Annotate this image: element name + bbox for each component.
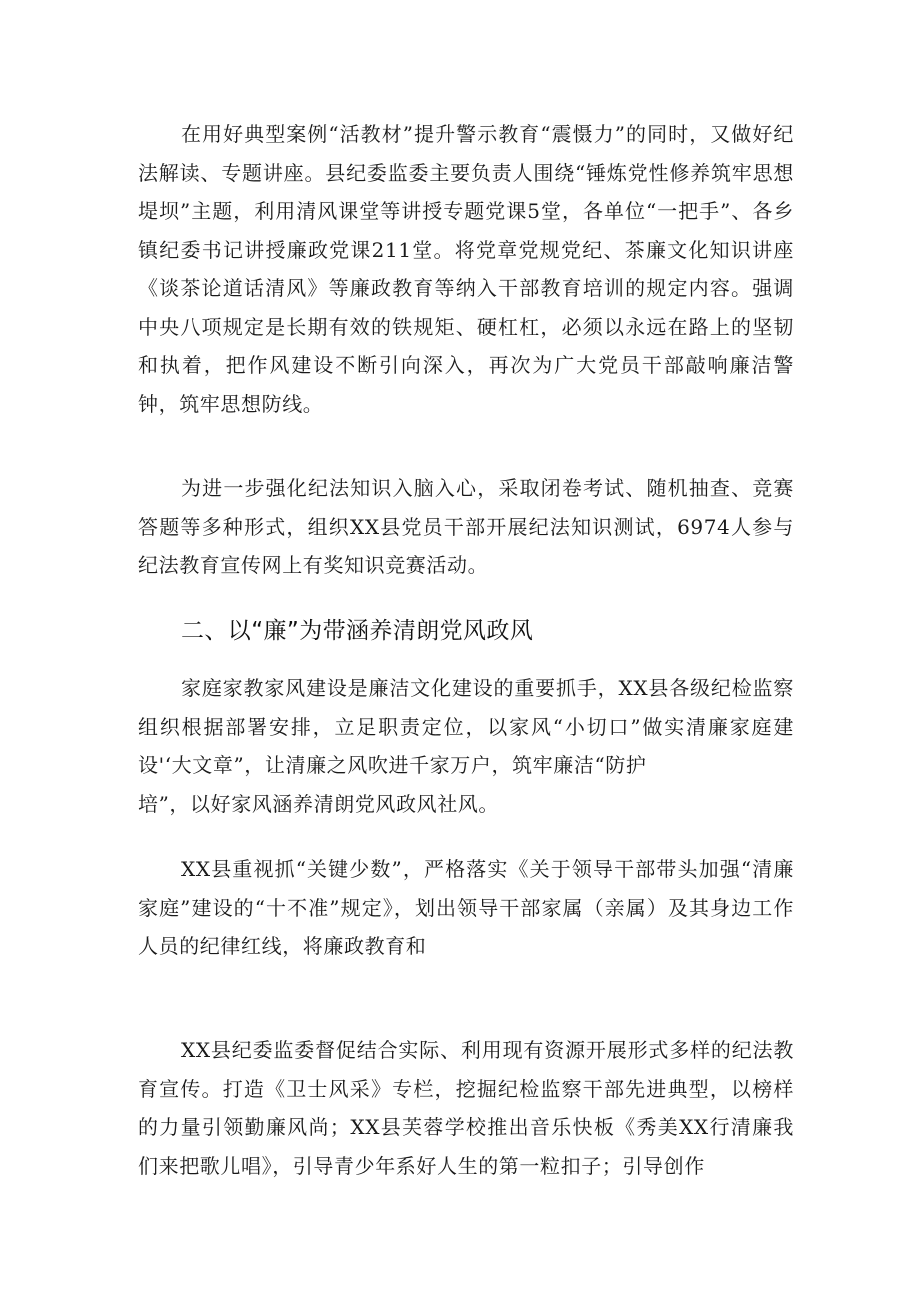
paragraph-key-minority: XX县重视抓“关键少数”，严格落实《关于领导干部带头加强“清廉家庭”建设的“十不准”规定》，划出领导干部家属（亲属）及其身边工作人员的纪律红线，将廉政教育和 bbox=[138, 857, 794, 958]
paragraph-knowledge-test: 为进一步强化纪法知识入脑入心，采取闭卷考试、随机抽查、竞赛答题等多种形式，组织XX县党员干部开展纪法知识测试，6974人参与纪法教育宣传网上有奖知识竞赛活动。 bbox=[138, 476, 794, 577]
paragraph-family-culture: 家庭家教家风建设是廉洁文化建设的重要抓手，XX县各级纪检监察组织根据部署安排，立足职责定位，以家风“小切口”做实清廉家庭建设'‘大文章”，让清廉之风吹进千家万户，筑牢廉洁“防护 培”，以好家风涵养清朗党风政风社风。 bbox=[138, 676, 794, 816]
paragraph-warning-education: 在用好典型案例“活教材”提升警示教育“震慑力”的同时，又做好纪法解读、专题讲座。县纪委监委主要负责人围绕“锤炼党性修养筑牢思想堤坝”主题，利用清风课堂等讲授专题党课5堂，各单位“一把手”、各乡镇纪委书记讲授廉政党课211堂。将党章党规党纪、茶廉文化知识讲座《谈茶论道话清风》等廉政教育等纳入干部教育培训的规定内容。强调中央八项规定是长期有效的铁规矩、硬杠杠，必须以永远在路上的坚韧和执着，把作风建设不断引向深入，再次为广大党员干部敲响廉洁警钟，筑牢思想防线。 bbox=[138, 122, 794, 416]
section-heading: 二、以“廉”为带涵养清朗党风政风 bbox=[181, 618, 534, 644]
paragraph-education-promotion: XX县纪委监委督促结合实际、利用现有资源开展形式多样的纪法教育宣传。打造《卫士风采》专栏，挖掘纪检监察干部先进典型，以榜样的力量引领勤廉风尚；XX县芙蓉学校推出音乐快板《秀美XX行清廉我们来把歌儿唱》，引导青少年系好人生的第一粒扣子；引导创作 bbox=[138, 1038, 794, 1178]
